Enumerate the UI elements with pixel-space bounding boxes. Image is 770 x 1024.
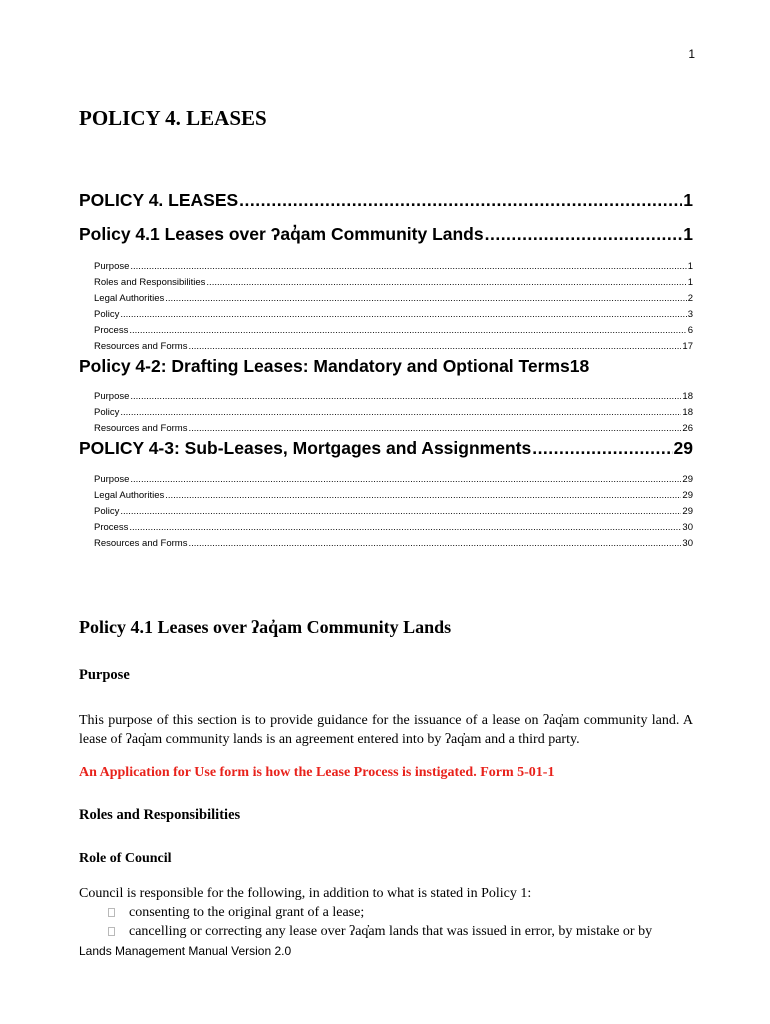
toc-entry-title: Policy 4-2: Drafting Leases: Mandatory and Optional Terms bbox=[79, 356, 570, 376]
toc-entry[interactable] bbox=[79, 472, 693, 488]
toc-entry-title: Policy bbox=[94, 407, 120, 418]
toc-entry-page: 6 bbox=[687, 325, 693, 336]
toc-entry-page: 30 bbox=[682, 538, 693, 549]
toc-entry-page: 29 bbox=[682, 506, 693, 517]
council-heading: Role of Council bbox=[79, 851, 172, 866]
toc-entry[interactable] bbox=[79, 354, 693, 378]
toc-entry-page: 18 bbox=[682, 391, 693, 402]
table-of-contents bbox=[79, 188, 693, 212]
toc-entry-title: Process bbox=[94, 325, 129, 336]
bullet-icon bbox=[108, 927, 115, 936]
toc-entry-page: 29 bbox=[682, 490, 693, 501]
toc-entry-title: Purpose bbox=[94, 474, 130, 485]
list-item-text: cancelling or correcting any lease over ʔaq̓am lands that was issued in error, by mistake or by bbox=[129, 924, 653, 939]
council-responsibilities-list bbox=[108, 903, 652, 941]
toc-entry-title: Policy bbox=[94, 309, 120, 320]
form-reference-note: An Application for Use form is how the Lease Process is instigated. Form 5-01-1 bbox=[79, 765, 555, 780]
toc-entry-title: Resources and Forms bbox=[94, 341, 188, 352]
document-title: POLICY 4. LEASES bbox=[79, 106, 267, 130]
page-footer: Lands Management Manual Version 2.0 bbox=[79, 944, 292, 958]
table-of-contents-group bbox=[79, 389, 693, 437]
toc-entry[interactable] bbox=[79, 520, 693, 536]
list-item bbox=[108, 903, 652, 922]
toc-entry[interactable] bbox=[79, 323, 693, 339]
toc-entry-page: 1 bbox=[683, 190, 693, 210]
table-of-contents-group bbox=[79, 354, 693, 378]
toc-entry-title: Roles and Responsibilities bbox=[94, 277, 206, 288]
toc-entry-title: Purpose bbox=[94, 261, 130, 272]
toc-entry-page: 1 bbox=[687, 261, 693, 272]
toc-entry-page: 30 bbox=[682, 522, 693, 533]
table-of-contents-group bbox=[79, 222, 693, 246]
toc-entry[interactable] bbox=[79, 307, 693, 323]
bullet-icon bbox=[108, 908, 115, 917]
toc-entry-page: 1 bbox=[683, 224, 693, 244]
roles-heading: Roles and Responsibilities bbox=[79, 807, 241, 823]
section-heading: Policy 4.1 Leases over ʔaq̓am Community Lands bbox=[79, 617, 452, 637]
toc-entry-page: 3 bbox=[687, 309, 693, 320]
page-number: 1 bbox=[688, 47, 695, 61]
toc-entry[interactable] bbox=[79, 291, 693, 307]
toc-entry[interactable] bbox=[79, 405, 693, 421]
toc-entry-page: 17 bbox=[682, 341, 693, 352]
toc-entry-page: 18 bbox=[682, 407, 693, 418]
council-intro: Council is responsible for the following, in addition to what is stated in Policy 1: bbox=[79, 886, 532, 901]
toc-entry-page: 26 bbox=[682, 423, 693, 434]
table-of-contents-group bbox=[79, 472, 693, 552]
toc-entry-title: Process bbox=[94, 522, 129, 533]
toc-entry-title: Policy 4.1 Leases over ʔaq̓am Community Lands bbox=[79, 224, 484, 244]
table-of-contents-group bbox=[79, 436, 693, 460]
toc-entry-page: 29 bbox=[673, 438, 693, 458]
toc-entry-title: POLICY 4-3: Sub-Leases, Mortgages and Assignments bbox=[79, 438, 532, 458]
toc-entry-title: Resources and Forms bbox=[94, 423, 188, 434]
toc-entry-title: Legal Authorities bbox=[94, 490, 165, 501]
toc-entry[interactable] bbox=[79, 504, 693, 520]
toc-entry[interactable] bbox=[79, 389, 693, 405]
toc-entry[interactable] bbox=[79, 436, 693, 460]
toc-entry-page: 1 bbox=[687, 277, 693, 288]
toc-entry-page: 29 bbox=[682, 474, 693, 485]
toc-entry-title: Policy bbox=[94, 506, 120, 517]
toc-entry-title: Resources and Forms bbox=[94, 538, 188, 549]
toc-entry[interactable] bbox=[79, 339, 693, 355]
list-item bbox=[108, 922, 652, 941]
toc-entry-title: Legal Authorities bbox=[94, 293, 165, 304]
toc-entry-page: 2 bbox=[687, 293, 693, 304]
purpose-paragraph: This purpose of this section is to provide guidance for the issuance of a lease on ʔaq̓am community land. A lease of ʔaq̓am community lands is an agreement entered into by ʔaq̓am and a third party. bbox=[79, 713, 693, 747]
toc-entry[interactable] bbox=[79, 488, 693, 504]
toc-entry[interactable] bbox=[79, 222, 693, 246]
table-of-contents-group bbox=[79, 259, 693, 355]
toc-entry[interactable] bbox=[79, 421, 693, 437]
toc-entry[interactable] bbox=[79, 188, 693, 212]
toc-entry-title: POLICY 4. LEASES bbox=[79, 190, 239, 210]
purpose-heading: Purpose bbox=[79, 667, 130, 683]
toc-entry[interactable] bbox=[79, 275, 693, 291]
list-item-text: consenting to the original grant of a lease; bbox=[129, 905, 365, 920]
toc-entry[interactable] bbox=[79, 259, 693, 275]
toc-entry[interactable] bbox=[79, 536, 693, 552]
toc-entry-page: 18 bbox=[569, 356, 590, 376]
toc-entry-title: Purpose bbox=[94, 391, 130, 402]
